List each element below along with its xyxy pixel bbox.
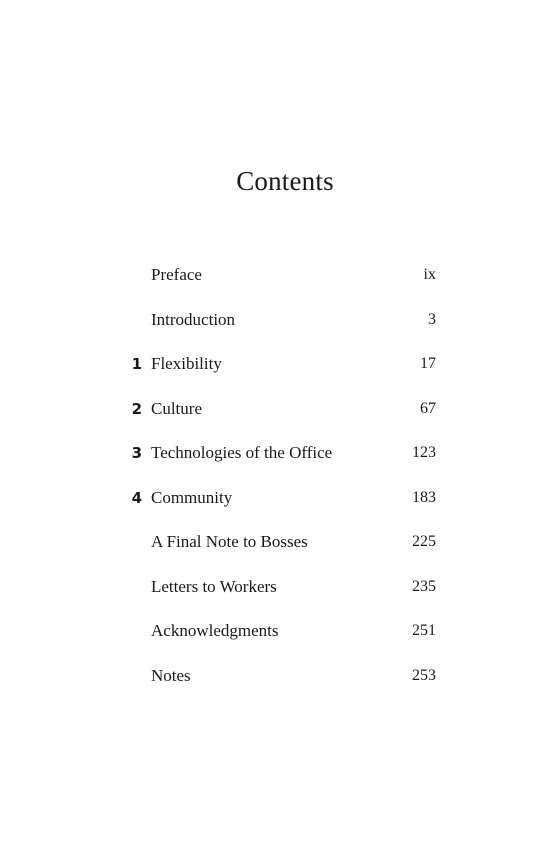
entry-title: Notes — [151, 666, 191, 685]
entry-title: Preface — [151, 265, 202, 284]
page-number: 3 — [428, 311, 436, 328]
entry-title: Introduction — [151, 310, 236, 329]
page-number: 225 — [412, 533, 436, 550]
page-number: 67 — [420, 400, 436, 417]
page-number: 251 — [412, 622, 436, 639]
toc-entry-notes[interactable] — [0, 661, 560, 691]
page-number: 253 — [412, 667, 436, 684]
toc-entry-letters[interactable] — [0, 572, 560, 602]
toc-entry-chapter-2[interactable] — [0, 394, 560, 424]
page-number: 235 — [412, 578, 436, 595]
page-number: 17 — [420, 355, 436, 372]
chapter-number: 3 — [131, 444, 142, 462]
chapter-number: 1 — [131, 355, 142, 373]
entry-title: Acknowledgments — [151, 621, 279, 640]
entry-title: Letters to Workers — [151, 577, 277, 596]
toc-entry-chapter-4[interactable] — [0, 483, 560, 513]
entry-title: Community — [151, 488, 233, 507]
entry-title: Technologies of the Office — [151, 443, 333, 462]
page-number: ix — [423, 266, 436, 283]
chapter-number: 4 — [131, 489, 142, 507]
page-number: 123 — [412, 444, 436, 461]
toc-entry-final-note[interactable] — [0, 527, 560, 557]
entry-title: Culture — [151, 399, 202, 418]
entry-title: A Final Note to Bosses — [151, 532, 308, 551]
toc-entry-preface[interactable] — [0, 260, 560, 290]
toc-entry-introduction[interactable] — [0, 305, 560, 335]
page-title: Contents — [236, 166, 334, 196]
toc-entry-chapter-1[interactable] — [0, 349, 560, 379]
page-number: 183 — [412, 489, 436, 506]
toc-entry-acknowledgments[interactable] — [0, 616, 560, 646]
entry-title: Flexibility — [151, 354, 222, 373]
toc-entry-chapter-3[interactable] — [0, 438, 560, 468]
chapter-number: 2 — [131, 400, 142, 418]
